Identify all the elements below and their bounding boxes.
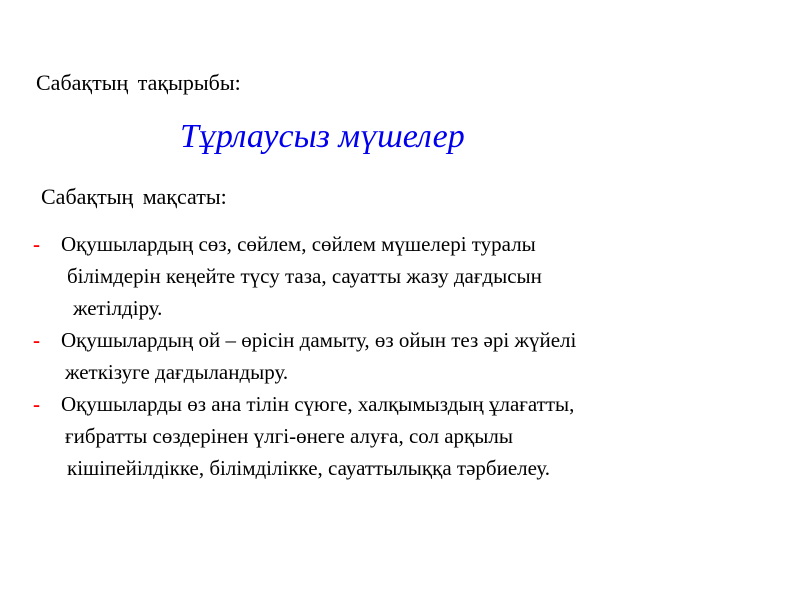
goal-text (61, 388, 773, 484)
goal-item (33, 388, 773, 484)
goal-line: Оқушылардың сөз, сөйлем, сөйлем мүшелері туралы (61, 232, 536, 256)
goal-text (61, 228, 773, 324)
goal-line: Оқушыларды өз ана тілін сүюге, халқымыздың ұлағатты, (61, 392, 575, 416)
bullet-dash-icon: - (33, 392, 40, 416)
goal-line: кішіпейілдікке, білімділікке, сауаттылыққа тәрбиелеу. (67, 456, 551, 480)
goals-list (33, 228, 773, 484)
goal-label: Сабақтың мақсаты: (41, 184, 227, 209)
goal-line: Оқушылардың ой – өрісін дамыту, өз ойын тез әрі жүйелі (61, 328, 577, 352)
goal-item (33, 228, 773, 324)
goal-line: білімдерін кеңейте түсу таза, сауатты жазу дағдысын (67, 264, 542, 288)
goal-item (33, 324, 773, 388)
goal-line: жеткізуге дағдыландыру. (65, 360, 289, 384)
bullet-dash-icon: - (33, 328, 40, 352)
goal-line: ғибратты сөздерінен үлгі-өнеге алуға, сол арқылы (65, 424, 513, 448)
topic-label: Сабақтың тақырыбы: (36, 70, 241, 95)
lesson-title: Тұрлаусыз мүшелер (180, 118, 465, 155)
goal-text (61, 324, 773, 388)
bullet-dash-icon: - (33, 232, 40, 256)
goal-line: жетілдіру. (73, 296, 163, 320)
